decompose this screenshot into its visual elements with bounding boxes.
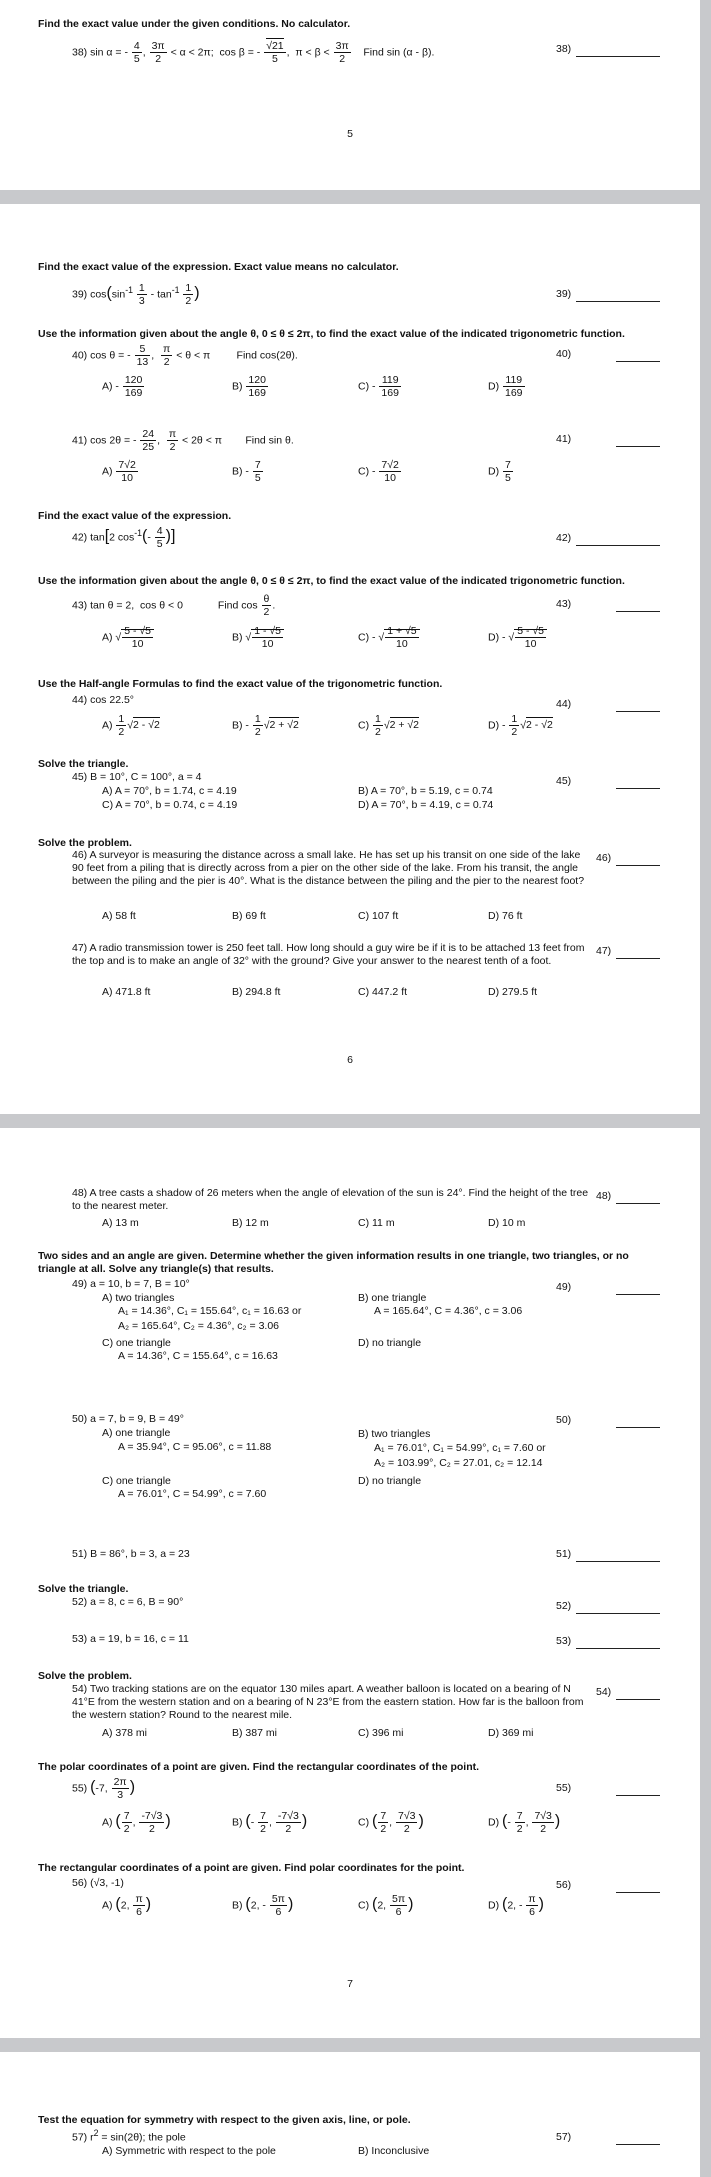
choice-d[interactable]: D) 10 m bbox=[488, 1217, 526, 1229]
instruction-heading: Solve the problem. bbox=[38, 1670, 132, 1682]
choice-c[interactable]: C) one triangle bbox=[102, 1475, 171, 1487]
choice-c[interactable]: C) one triangle bbox=[102, 1337, 171, 1349]
choice-a[interactable]: A) √ $\frac{5 - √5}{10}$ bbox=[102, 625, 154, 650]
choice-d[interactable]: D) $\frac{7}{5}$ bbox=[488, 459, 511, 484]
choice-a-detail: A = 35.94°, C = 95.06°, c = 11.88 bbox=[118, 1441, 272, 1453]
answer-number: 43) bbox=[556, 598, 572, 610]
choice-c[interactable]: C) 11 m bbox=[358, 1217, 395, 1229]
choice-b[interactable]: B) 12 m bbox=[232, 1217, 269, 1229]
answer-number: 39) bbox=[556, 288, 572, 300]
answer-number: 53) bbox=[556, 1635, 572, 1647]
question-40: 40) cos θ = - $\frac{5}{13}$ , $\frac{\pi}{2}$ < θ < π Find cos(2θ). bbox=[72, 343, 298, 368]
answer-blank[interactable] bbox=[576, 544, 660, 546]
instruction-heading: Find the exact value of the expression. bbox=[38, 510, 232, 522]
answer-blank[interactable] bbox=[576, 1647, 660, 1649]
answer-blank[interactable] bbox=[616, 1698, 660, 1700]
question-42: 42) tan[2 $\cos^{-1}(-$ $\frac{4}{5}$ )] bbox=[72, 525, 176, 550]
question-49: 49) a = 10, b = 7, B = 10° bbox=[72, 1278, 190, 1290]
question-56: 56) (√3, -1) bbox=[72, 1877, 124, 1889]
choice-b[interactable]: B) $\frac{120}{169}$ bbox=[232, 374, 266, 399]
answer-number: 50) bbox=[556, 1414, 572, 1426]
page-5 bbox=[0, 0, 700, 190]
answer-blank[interactable] bbox=[616, 787, 660, 789]
answer-number: 41) bbox=[556, 433, 572, 445]
choice-a[interactable]: A) ( $\frac{7}{2}$ , $\frac{-7√3}{2}$ ) bbox=[102, 1810, 171, 1835]
choice-c[interactable]: C) ( $\frac{7}{2}$ , $\frac{7√3}{2}$ ) bbox=[358, 1810, 424, 1835]
choice-c[interactable]: C) (2, $\frac{5\pi}{6}$ ) bbox=[358, 1893, 414, 1918]
page-number: 5 bbox=[347, 128, 353, 140]
choice-c[interactable]: C) 447.2 ft bbox=[358, 986, 408, 998]
answer-number: 48) bbox=[596, 1190, 612, 1202]
question-39: 39) $\cos(\sin^{-1}$ $\frac{1}{3}$ - $\tan^{-1}$ $\frac{1}{2}$ ) bbox=[72, 282, 200, 307]
answer-blank[interactable] bbox=[576, 55, 660, 57]
page-gap bbox=[0, 2038, 711, 2052]
choice-c[interactable]: C) A = 70°, b = 0.74, c = 4.19 bbox=[102, 799, 238, 811]
choice-a[interactable]: A) (2, $\frac{\pi}{6}$ ) bbox=[102, 1893, 152, 1918]
answer-blank[interactable] bbox=[616, 1891, 660, 1893]
choice-b[interactable]: B) 387 mi bbox=[232, 1727, 277, 1739]
choice-b[interactable]: B) √ $\frac{1 - √5}{10}$ bbox=[232, 625, 284, 650]
instruction-heading: Use the information given about the angle θ, 0 ≤ θ ≤ 2π, to find the exact value of the indicated trigonometric function. bbox=[38, 328, 625, 340]
choice-b-detail: A₂ = 103.99°, C₂ = 27.01, c₂ = 12.14 bbox=[374, 1457, 543, 1469]
page-number: 6 bbox=[347, 1054, 353, 1066]
answer-blank[interactable] bbox=[616, 1794, 660, 1796]
question-52: 52) a = 8, c = 6, B = 90° bbox=[72, 1596, 184, 1608]
choice-a[interactable]: A) 378 mi bbox=[102, 1727, 147, 1739]
question-44: 44) cos 22.5° bbox=[72, 694, 134, 706]
choice-d[interactable]: D) - √ $\frac{5 - √5}{10}$ bbox=[488, 625, 547, 650]
choice-b[interactable]: B) one triangle bbox=[358, 1292, 427, 1304]
instruction-heading: The polar coordinates of a point are given. Find the rectangular coordinates of the point. bbox=[38, 1761, 480, 1773]
choice-c-detail: A = 76.01°, C = 54.99°, c = 7.60 bbox=[118, 1488, 267, 1500]
answer-blank[interactable] bbox=[576, 1560, 660, 1562]
instruction-heading: Find the exact value under the given conditions. No calculator. bbox=[38, 18, 351, 30]
choice-b[interactable]: B) (2, - $\frac{5\pi}{6}$ ) bbox=[232, 1893, 294, 1918]
answer-blank[interactable] bbox=[616, 710, 660, 712]
choice-d[interactable]: D) no triangle bbox=[358, 1475, 422, 1487]
page-number: 7 bbox=[347, 1978, 353, 1990]
choice-c[interactable]: C) - $\frac{7√2}{10}$ bbox=[358, 459, 399, 484]
answer-blank[interactable] bbox=[616, 957, 660, 959]
choice-d[interactable]: D) A = 70°, b = 4.19, c = 0.74 bbox=[358, 799, 494, 811]
instruction-heading: Solve the problem. bbox=[38, 837, 132, 849]
answer-blank[interactable] bbox=[576, 1612, 660, 1614]
choice-d[interactable]: D) no triangle bbox=[358, 1337, 422, 1349]
answer-blank[interactable] bbox=[576, 300, 660, 302]
answer-blank[interactable] bbox=[616, 445, 660, 447]
answer-number: 46) bbox=[596, 852, 612, 864]
choice-a[interactable]: A) $\frac{1}{2}$ √2 - √2 bbox=[102, 713, 160, 738]
window-scrollbar-gutter bbox=[700, 0, 711, 2177]
question-55: 55) (-7, $\frac{2\pi}{3}$ ) bbox=[72, 1776, 136, 1801]
choice-b[interactable]: B) 294.8 ft bbox=[232, 986, 281, 998]
question-53: 53) a = 19, b = 16, c = 11 bbox=[72, 1633, 189, 1645]
choice-d[interactable]: D) (- $\frac{7}{2}$ , $\frac{7√3}{2}$ ) bbox=[488, 1810, 561, 1835]
question-48: 48) A tree casts a shadow of 26 meters when the angle of elevation of the sun is 24°. Find the height of the tree to the nearest meter. bbox=[72, 1187, 589, 1212]
choice-b-detail: A = 165.64°, C = 4.36°, c = 3.06 bbox=[374, 1305, 523, 1317]
question-50: 50) a = 7, b = 9, B = 49° bbox=[72, 1413, 184, 1425]
choice-a-detail: A₂ = 165.64°, C₂ = 4.36°, c₂ = 3.06 bbox=[118, 1320, 280, 1332]
answer-number: 52) bbox=[556, 1600, 572, 1612]
question-43: 43) tan θ = 2, cos θ < 0 Find cos $\frac{\theta}{2}$ . bbox=[72, 593, 276, 618]
question-57: 57) $r^2 = \sin(2\theta)$; the pole bbox=[72, 2128, 186, 2144]
choice-b-detail: A₁ = 76.01°, C₁ = 54.99°, c₁ = 7.60 or bbox=[374, 1442, 546, 1454]
answer-blank[interactable] bbox=[616, 864, 660, 866]
choice-c[interactable]: C) - √ $\frac{1 + √5}{10}$ bbox=[358, 625, 420, 650]
choice-d[interactable]: D) (2, - $\frac{\pi}{6}$ ) bbox=[488, 1893, 544, 1918]
choice-c[interactable]: C) - $\frac{119}{169}$ bbox=[358, 374, 399, 399]
question-38: 38) sin α = - $\frac{4}{5}$ , $\frac{3\pi}{2}$ < α < 2π; cos β = - $\frac{√21}{5}$ , π < β < $\frac{3\pi}{2}$ Find sin (α - β). bbox=[72, 40, 435, 65]
choice-c[interactable]: C) $\frac{1}{2}$ √2 + √2 bbox=[358, 713, 420, 738]
answer-number: 56) bbox=[556, 1879, 572, 1891]
answer-number: 49) bbox=[556, 1281, 572, 1293]
choice-a-detail: A₁ = 14.36°, C₁ = 155.64°, c₁ = 16.63 or bbox=[118, 1305, 302, 1317]
choice-a[interactable]: A) one triangle bbox=[102, 1427, 171, 1439]
choice-d[interactable]: D) $\frac{119}{169}$ bbox=[488, 374, 523, 399]
answer-blank[interactable] bbox=[616, 2143, 660, 2145]
instruction-heading: Solve the triangle. bbox=[38, 758, 129, 770]
answer-number: 40) bbox=[556, 348, 572, 360]
question-51: 51) B = 86°, b = 3, a = 23 bbox=[72, 1548, 190, 1560]
answer-blank[interactable] bbox=[616, 1426, 660, 1428]
answer-number: 51) bbox=[556, 1548, 572, 1560]
answer-number: 44) bbox=[556, 698, 572, 710]
choice-a[interactable]: A) 13 m bbox=[102, 1217, 139, 1229]
choice-b[interactable]: B) two triangles bbox=[358, 1428, 431, 1440]
instruction-heading: The rectangular coordinates of a point are given. Find polar coordinates for the point. bbox=[38, 1862, 465, 1874]
choice-b[interactable]: B) 69 ft bbox=[232, 910, 266, 922]
choice-c[interactable]: C) 396 mi bbox=[358, 1727, 404, 1739]
answer-number: 38) bbox=[556, 43, 572, 55]
page-gap bbox=[0, 1114, 711, 1128]
choice-a[interactable]: A) 471.8 ft bbox=[102, 986, 151, 998]
choice-a[interactable]: A) $\frac{7√2}{10}$ bbox=[102, 459, 136, 484]
instruction-heading: Solve the triangle. bbox=[38, 1583, 129, 1595]
answer-blank[interactable] bbox=[616, 610, 660, 612]
instruction-heading: Test the equation for symmetry with respect to the given axis, line, or pole. bbox=[38, 2114, 411, 2126]
answer-number: 42) bbox=[556, 532, 572, 544]
choice-b[interactable]: B) Inconclusive bbox=[358, 2145, 430, 2157]
choice-d[interactable]: D) 76 ft bbox=[488, 910, 523, 922]
answer-blank[interactable] bbox=[616, 1293, 660, 1295]
answer-blank[interactable] bbox=[616, 360, 660, 362]
page-6 bbox=[0, 204, 700, 1114]
answer-number: 47) bbox=[596, 945, 612, 957]
instruction-heading: Two sides and an angle are given. Determine whether the given information results in one triangle, two triangles, or no triangle at all. Solve any triangle(s) that results. bbox=[38, 1250, 629, 1275]
choice-d[interactable]: D) 279.5 ft bbox=[488, 986, 538, 998]
answer-number: 45) bbox=[556, 775, 572, 787]
answer-number: 57) bbox=[556, 2131, 572, 2143]
choice-b[interactable]: B) A = 70°, b = 5.19, c = 0.74 bbox=[358, 785, 493, 797]
answer-blank[interactable] bbox=[616, 1202, 660, 1204]
answer-number: 55) bbox=[556, 1782, 572, 1794]
question-46: 46) A surveyor is measuring the distance across a small lake. He has set up his transit on one side of the lake 90 feet from a piling that is directly across from a pier on the other side of the lake. From his transit, the angle between the piling and the pier is 40°. What is the distance between the piling and the pier to the nearest foot? bbox=[72, 849, 585, 887]
choice-b[interactable]: B) (- $\frac{7}{2}$ , $\frac{-7√3}{2}$ ) bbox=[232, 1810, 308, 1835]
choice-b[interactable]: B) - $\frac{7}{5}$ bbox=[232, 459, 261, 484]
choice-b[interactable]: B) - $\frac{1}{2}$ √2 + √2 bbox=[232, 713, 299, 738]
page-gap bbox=[0, 190, 711, 204]
answer-number: 54) bbox=[596, 1686, 612, 1698]
choice-a[interactable]: A) two triangles bbox=[102, 1292, 175, 1304]
choice-a[interactable]: A) A = 70°, b = 1.74, c = 4.19 bbox=[102, 785, 237, 797]
choice-d[interactable]: D) - $\frac{1}{2}$ √2 - √2 bbox=[488, 713, 553, 738]
question-54: 54) Two tracking stations are on the equator 130 miles apart. A weather balloon is located on a bearing of N 41°E from the western station and on a bearing of N 23°E from the eastern station. How far is the balloon from the western station? Round to the nearest mile. bbox=[72, 1683, 584, 1721]
instruction-heading: Use the information given about the angle θ, 0 ≤ θ ≤ 2π, to find the exact value of the indicated trigonometric function. bbox=[38, 575, 625, 587]
question-41: 41) cos 2θ = - $\frac{24}{25}$ , $\frac{\pi}{2}$ < 2θ < π Find sin θ. bbox=[72, 428, 294, 453]
choice-d[interactable]: D) 369 mi bbox=[488, 1727, 534, 1739]
choice-c[interactable]: C) 107 ft bbox=[358, 910, 399, 922]
question-45: 45) B = 10°, C = 100°, a = 4 bbox=[72, 771, 202, 783]
choice-c-detail: A = 14.36°, C = 155.64°, c = 16.63 bbox=[118, 1350, 278, 1362]
question-47: 47) A radio transmission tower is 250 feet tall. How long should a guy wire be if it is to be attached 13 feet from the top and is to make an angle of 32° with the ground? Give your answer to the nearest tenth of a foot. bbox=[72, 942, 585, 967]
choice-a[interactable]: A) 58 ft bbox=[102, 910, 136, 922]
choice-a[interactable]: A) - $\frac{120}{169}$ bbox=[102, 374, 143, 399]
instruction-heading: Use the Half-angle Formulas to find the exact value of the trigonometric function. bbox=[38, 678, 443, 690]
instruction-heading: Find the exact value of the expression. Exact value means no calculator. bbox=[38, 261, 399, 273]
choice-a[interactable]: A) Symmetric with respect to the pole bbox=[102, 2145, 276, 2157]
